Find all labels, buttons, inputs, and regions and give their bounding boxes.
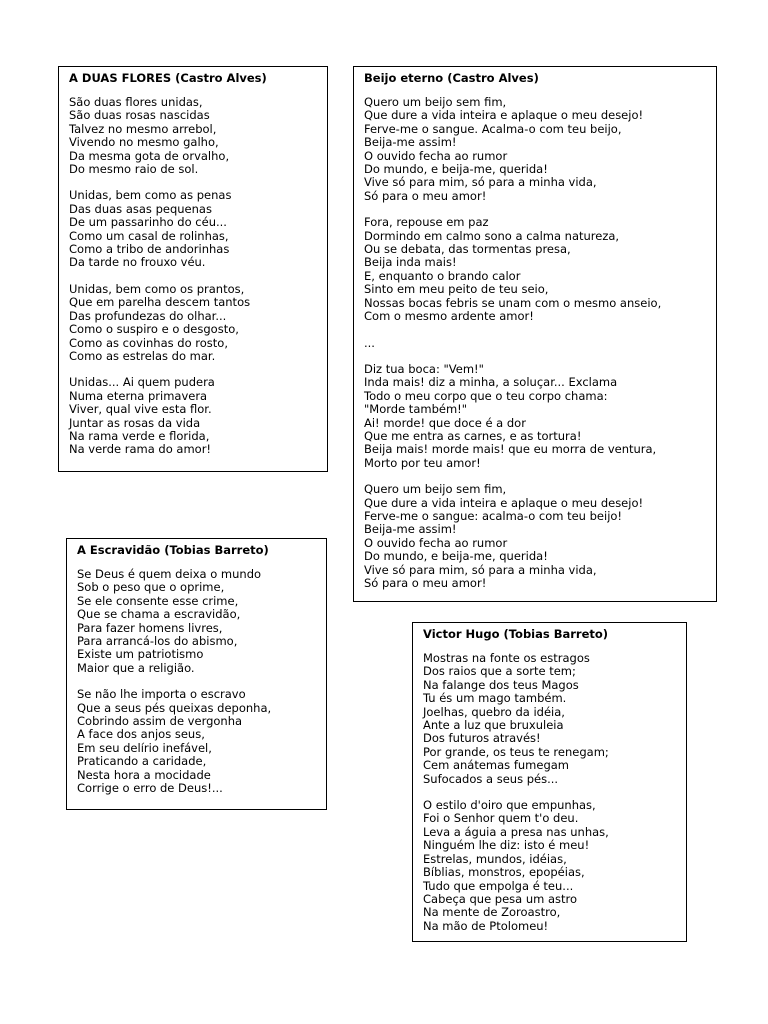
verse-line: Que dure a vida inteira e aplaque o meu desejo!	[364, 495, 644, 510]
verse-line: Fora, repouse em paz	[364, 215, 489, 230]
verse-line: Ai! morde! que doce é a dor	[364, 415, 526, 430]
verse-line: Sob o peso que o oprime,	[77, 580, 225, 595]
verse-line: Na verde rama do amor!	[69, 442, 212, 457]
poem-body	[423, 652, 676, 933]
verse-line: Unidas, bem como os prantos,	[69, 281, 245, 296]
verse-line: Que em parelha descem tantos	[69, 295, 251, 310]
verse-line: Do mesmo raio de sol.	[69, 162, 199, 177]
verse-line: Morto por teu amor!	[364, 455, 481, 470]
verse-line: O ouvido fecha ao rumor	[364, 535, 508, 550]
verse-line: Como as covinhas do rosto,	[69, 335, 228, 350]
verse-line: Dos raios que a sorte tem;	[423, 664, 576, 679]
verse-line: Das profundezas do olhar...	[69, 308, 227, 323]
stanza	[77, 568, 316, 675]
verse-line: De um passarinho do céu...	[69, 215, 227, 230]
verse-line: Do mundo, e beija-me, querida!	[364, 162, 548, 177]
verse-line: Que dure a vida inteira e aplaque o meu desejo!	[364, 108, 644, 123]
verse-line: Ante a luz que bruxuleia	[423, 718, 564, 733]
verse-line: O estilo d'oiro que empunhas,	[423, 798, 596, 813]
verse-line: Existe um patriotismo	[77, 647, 204, 662]
stanza	[423, 652, 676, 786]
verse-line: Beija-me assim!	[364, 522, 457, 537]
poem-title: Victor Hugo (Tobias Barreto)	[423, 627, 609, 641]
verse-line: Como o suspiro e o desgosto,	[69, 322, 239, 337]
verse-line: Corrige o erro de Deus!...	[77, 781, 223, 796]
verse-line: Praticando a caridade,	[77, 754, 207, 769]
poem-title: A DUAS FLORES (Castro Alves)	[69, 71, 267, 85]
poem-box-victor-hugo	[412, 622, 687, 942]
verse-line: Na mente de Zoroastro,	[423, 905, 561, 920]
stanza	[364, 363, 706, 470]
verse-line: São duas flores unidas,	[69, 95, 203, 109]
poem-box-beijo-eterno	[353, 66, 717, 602]
verse-line: Bíblias, monstros, epopéias,	[423, 865, 585, 880]
verse-line: Viver, qual vive esta flor.	[69, 402, 212, 417]
stanza	[364, 483, 706, 590]
verse-line: "Morde também!"	[364, 402, 468, 417]
verse-line: Ou se debata, das tormentas presa,	[364, 242, 571, 257]
verse-line: Para arrancá-los do abismo,	[77, 634, 238, 649]
verse-line: Que se chama a escravidão,	[77, 607, 241, 622]
stanza	[364, 337, 706, 350]
verse-line: Se não lhe importa o escravo	[77, 687, 246, 702]
verse-line: Beija-me assim!	[364, 135, 457, 150]
verse-line: E, enquanto o brando calor	[364, 268, 521, 283]
verse-line: Do mundo, e beija-me, querida!	[364, 549, 548, 564]
verse-line: A face dos anjos seus,	[77, 727, 205, 742]
verse-line: Tu és um mago também.	[423, 691, 567, 706]
stanza	[69, 189, 317, 269]
verse-line: Na rama verde e florida,	[69, 428, 210, 443]
poem-title: A Escravidão (Tobias Barreto)	[77, 543, 269, 557]
verse-line: Como as estrelas do mar.	[69, 348, 216, 363]
verse-line: Todo o meu corpo que o teu corpo chama:	[364, 388, 608, 403]
verse-line: Cem anátemas fumegam	[423, 758, 569, 773]
verse-line: Inda mais! diz a minha, a soluçar... Exclama	[364, 375, 618, 390]
verse-line: Quero um beijo sem fim,	[364, 482, 507, 497]
verse-line: Nossas bocas febris se unam com o mesmo anseio,	[364, 295, 662, 310]
verse-line: Joelhas, quebro da idéia,	[423, 704, 565, 719]
verse-line: Na falange dos teus Magos	[423, 677, 579, 692]
verse-line: Só para o meu amor!	[364, 188, 487, 203]
stanza	[423, 799, 676, 933]
verse-line: Da tarde no frouxo véu.	[69, 255, 206, 270]
poem-body	[77, 568, 316, 796]
verse-line: Da mesma gota de orvalho,	[69, 148, 230, 163]
verse-line: Leva a águia a presa nas unhas,	[423, 824, 609, 839]
verse-line: Unidas... Ai quem pudera	[69, 375, 215, 390]
stanza	[69, 96, 317, 176]
verse-line: Quero um beijo sem fim,	[364, 95, 507, 109]
verse-line: Mostras na fonte os estragos	[423, 651, 590, 665]
verse-line: ...	[364, 335, 375, 350]
verse-line: Que a seus pés queixas deponha,	[77, 700, 272, 715]
poem-title: Beijo eterno (Castro Alves)	[364, 71, 539, 85]
stanza	[77, 688, 316, 795]
stanza	[69, 283, 317, 363]
verse-line: Que me entra as carnes, e as tortura!	[364, 428, 582, 443]
verse-line: Cobrindo assim de vergonha	[77, 714, 243, 729]
verse-line: Talvez no mesmo arrebol,	[69, 121, 217, 136]
verse-line: Tudo que empolga é teu...	[423, 878, 574, 893]
verse-line: Vive só para mim, só para a minha vida,	[364, 175, 597, 190]
verse-line: Sufocados a seus pés...	[423, 771, 559, 786]
verse-line: Cabeça que pesa um astro	[423, 891, 578, 906]
verse-line: Ferve-me o sangue: acalma-o com teu beijo!	[364, 508, 623, 523]
verse-line: Ninguém lhe diz: isto é meu!	[423, 838, 590, 853]
poem-box-a-duas-flores	[58, 66, 328, 472]
verse-line: Vive só para mim, só para a minha vida,	[364, 562, 597, 577]
verse-line: Juntar as rosas da vida	[69, 415, 201, 430]
stanza	[364, 216, 706, 323]
verse-line: Foi o Senhor quem t'o deu.	[423, 811, 579, 826]
verse-line: Só para o meu amor!	[364, 576, 487, 590]
verse-line: Sinto em meu peito de teu seio,	[364, 282, 549, 297]
stanza	[69, 376, 317, 456]
verse-line: Dormindo em calmo sono a calma natureza,	[364, 228, 620, 243]
verse-line: Numa eterna primavera	[69, 388, 208, 403]
verse-line: Beija inda mais!	[364, 255, 457, 270]
verse-line: Com o mesmo ardente amor!	[364, 309, 534, 324]
verse-line: Vivendo no mesmo galho,	[69, 135, 219, 150]
verse-line: Se ele consente esse crime,	[77, 593, 239, 608]
verse-line: Das duas asas pequenas	[69, 201, 212, 216]
verse-line: Em seu delírio inefável,	[77, 740, 212, 755]
verse-line: Como um casal de rolinhas,	[69, 228, 229, 243]
verse-line: O ouvido fecha ao rumor	[364, 148, 508, 163]
poem-body	[364, 96, 706, 590]
verse-line: Se Deus é quem deixa o mundo	[77, 567, 262, 581]
verse-line: Unidas, bem como as penas	[69, 188, 232, 203]
stanza	[364, 96, 706, 203]
verse-line: Estrelas, mundos, idéias,	[423, 851, 567, 866]
verse-line: Dos futuros através!	[423, 731, 541, 746]
verse-line: Beija mais! morde mais! que eu morra de ventura,	[364, 442, 657, 457]
verse-line: Como a tribo de andorinhas	[69, 242, 230, 257]
verse-line: Nesta hora a mocidade	[77, 767, 211, 782]
verse-line: Ferve-me o sangue. Acalma-o com teu beijo,	[364, 121, 622, 136]
verse-line: Diz tua boca: "Vem!"	[364, 361, 484, 376]
verse-line: Para fazer homens livres,	[77, 620, 223, 635]
verse-line: Por grande, os teus te renegam;	[423, 744, 609, 759]
poem-body	[69, 96, 317, 457]
verse-line: São duas rosas nascidas	[69, 108, 210, 123]
poem-box-a-escravidao	[66, 538, 327, 810]
verse-line: Na mão de Ptolomeu!	[423, 918, 549, 933]
verse-line: Maior que a religião.	[77, 660, 195, 675]
